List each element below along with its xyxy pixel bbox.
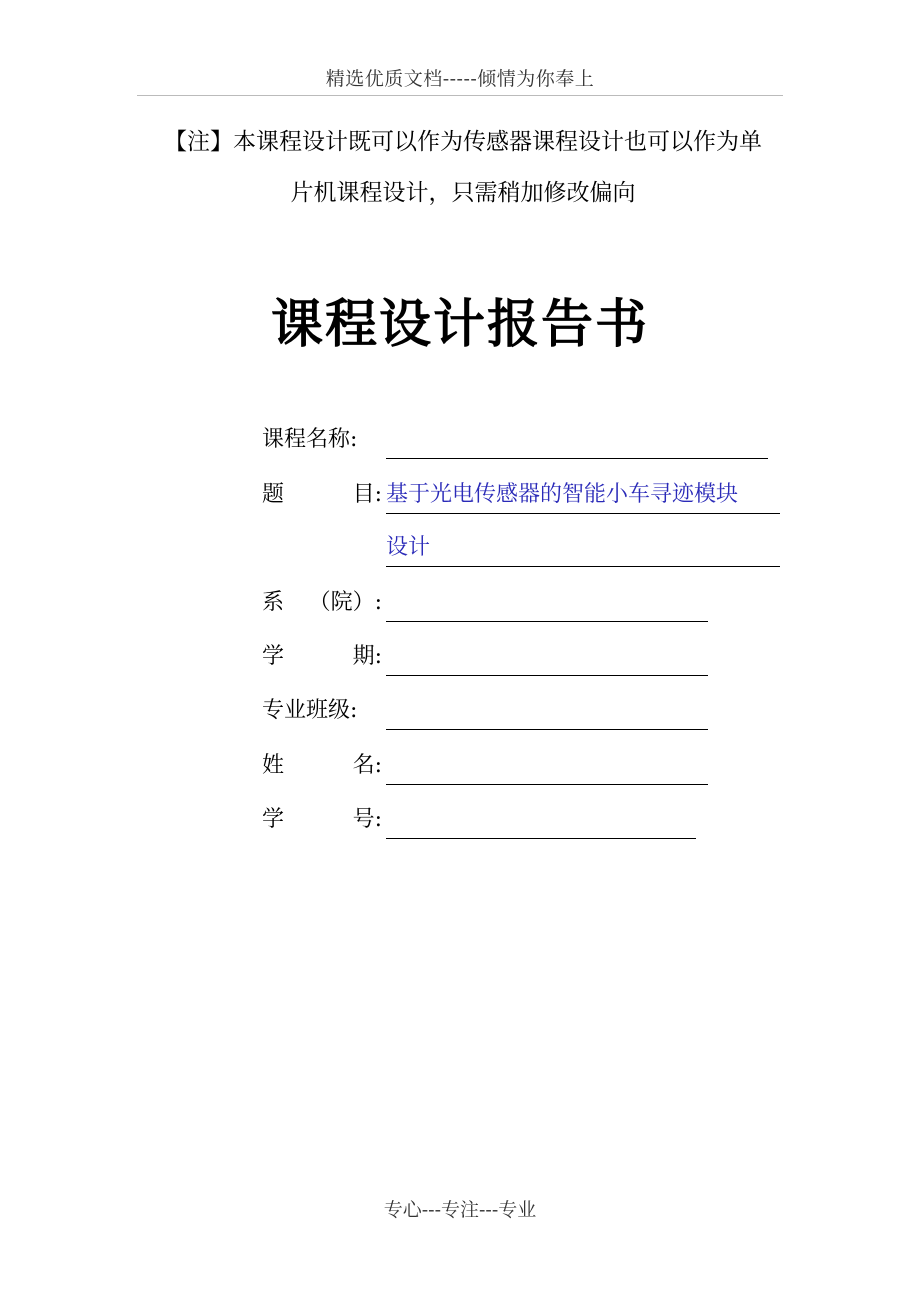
- name-field[interactable]: [386, 748, 708, 785]
- note-line-2: 片机课程设计，只需稍加修改偏向: [290, 180, 636, 206]
- name-label-a: 姓: [262, 753, 285, 778]
- semester-label-b: 期:: [352, 644, 382, 669]
- topic-label-a: 题: [262, 482, 285, 507]
- department-field[interactable]: [386, 585, 708, 622]
- student-id-label: [262, 802, 382, 838]
- student-id-label-b: 号:: [352, 807, 382, 832]
- report-title: 课程设计报告书: [270, 294, 649, 355]
- department-label-a: 系: [262, 590, 285, 615]
- name-label: [262, 748, 382, 784]
- major-class-label: 专业班级:: [262, 698, 358, 723]
- semester-label: [262, 639, 382, 675]
- course-name-field[interactable]: [386, 422, 768, 459]
- course-name-label: 课程名称:: [262, 427, 358, 452]
- semester-label-a: 学: [262, 644, 285, 669]
- page-footer: 专心---专注---专业: [383, 1199, 537, 1221]
- note-line-1: 【注】本课程设计既可以作为传感器课程设计也可以作为单: [164, 129, 762, 155]
- topic-field-line-2[interactable]: 设计: [386, 530, 780, 567]
- topic-label: [262, 477, 382, 513]
- topic-label-b: 目:: [352, 482, 382, 507]
- name-label-b: 名:: [352, 753, 382, 778]
- note-block: [138, 117, 788, 219]
- major-class-field[interactable]: [386, 693, 708, 730]
- student-id-field[interactable]: [386, 802, 696, 839]
- page-header: 精选优质文档-----倾情为你奉上: [325, 68, 595, 90]
- semester-field[interactable]: [386, 639, 708, 676]
- header-divider: [137, 95, 783, 96]
- department-label: [262, 585, 382, 621]
- student-id-label-a: 学: [262, 807, 285, 832]
- topic-field-line-1[interactable]: 基于光电传感器的智能小车寻迹模块: [386, 477, 780, 514]
- department-label-b: （院）:: [308, 590, 382, 615]
